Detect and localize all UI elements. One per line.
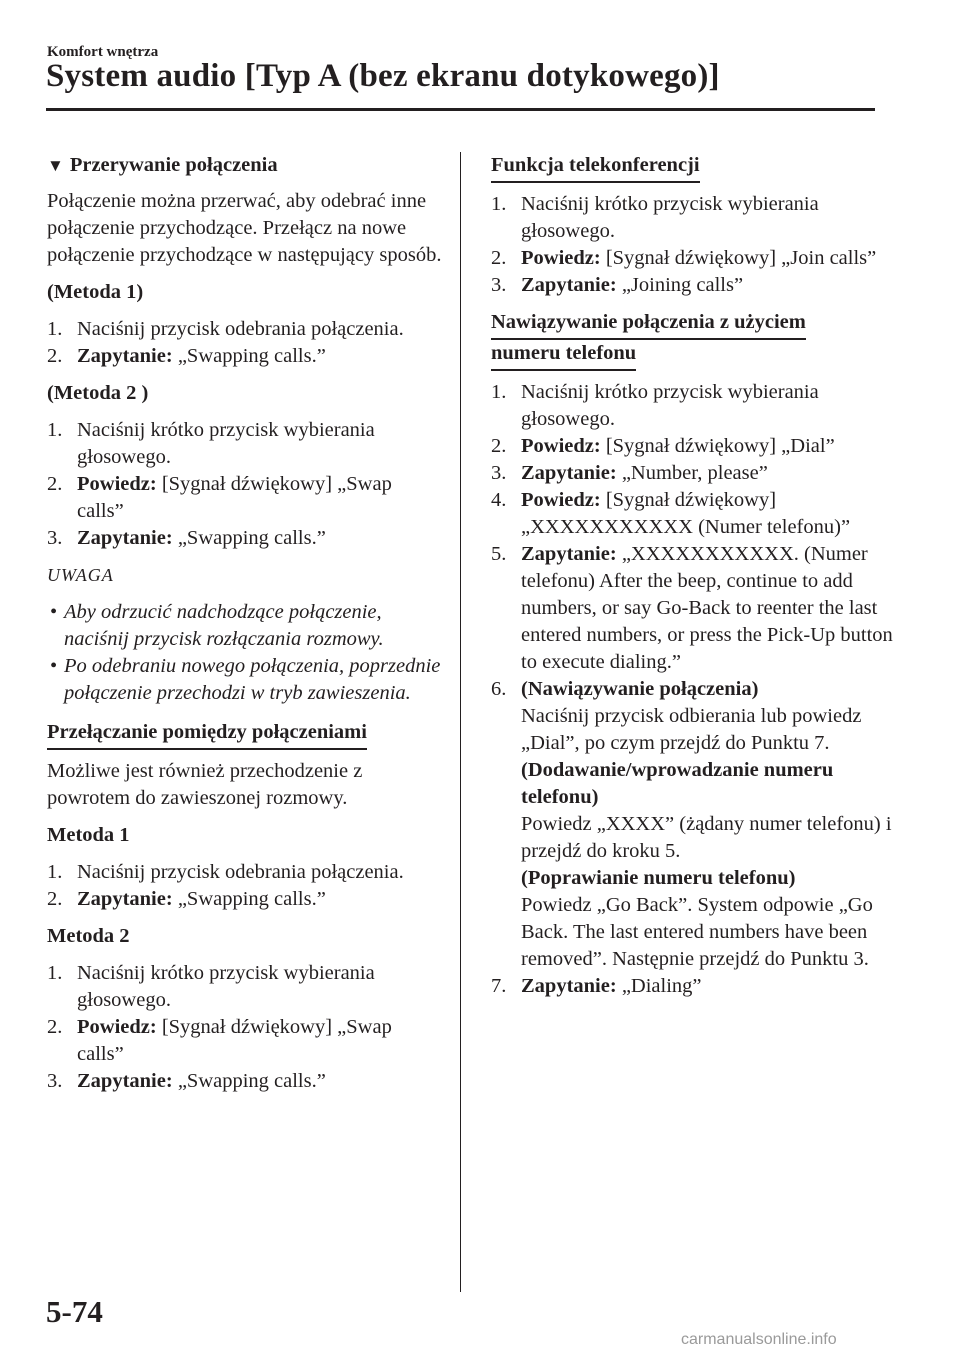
step-list	[47, 960, 442, 1095]
step-list	[47, 859, 442, 913]
note-item: • Po odebraniu nowego połączenia, poprzednie połączenie przechodzi w tryb zawieszenia.	[50, 655, 441, 704]
bullet-icon: •	[50, 601, 58, 623]
step-item: 5. Zapytanie: „XXXXXXXXXXX. (Numer telefonu) After the beep, continue to add numbers, or say Go-Back to reenter the last entered numbers, or press the Pick-Up button to execute dialing.”	[491, 543, 893, 673]
method-title: Metoda 1	[47, 824, 130, 846]
step-item: 1. Naciśnij krótko przycisk wybierania głosowego.	[47, 419, 375, 468]
step-item: 2. Zapytanie: „Swapping calls.”	[47, 345, 326, 367]
step-item: 2. Powiedz: [Sygnał dźwiękowy] „Swap calls”	[47, 473, 392, 522]
step-item: 7. Zapytanie: „Dialing”	[491, 975, 702, 997]
bullet-icon: •	[50, 655, 58, 677]
watermark: carmanualsonline.info	[681, 1331, 837, 1348]
step-list	[47, 316, 442, 370]
page-number: 5-74	[46, 1294, 103, 1329]
step-list	[491, 191, 911, 299]
step-item: 2. Powiedz: [Sygnał dźwiękowy] „Swap calls”	[47, 1016, 392, 1065]
step-item: 2. Zapytanie: „Swapping calls.”	[47, 888, 326, 910]
note-label: UWAGA	[47, 565, 114, 585]
note-list	[47, 599, 442, 707]
step-list	[491, 379, 911, 1000]
left-column	[47, 152, 442, 1105]
step-list	[47, 417, 442, 552]
method-title: (Metoda 2 )	[47, 382, 149, 404]
step-item: 3. Zapytanie: „Swapping calls.”	[47, 527, 326, 549]
page-title: System audio [Typ A (bez ekranu dotykowego)]	[46, 58, 720, 94]
step-item: 1. Naciśnij krótko przycisk wybierania głosowego.	[491, 193, 819, 242]
method-title: (Metoda 1)	[47, 281, 144, 303]
step-item: 3. Zapytanie: „Number, please”	[491, 462, 768, 484]
intro-text: Możliwe jest również przechodzenie z powrotem do zawieszonej rozmowy.	[47, 760, 363, 809]
step-item: 6. (Nawiązywanie połączenia) Naciśnij przycisk odbierania lub powiedz „Dial”, po czym przejdź do Punktu 7. (Dodawanie/wprowadzanie numeru telefonu) Powiedz „XXXX” (żądany numer telefonu) i przejdź do kroku 5. (Poprawianie numeru telefonu) Powiedz „Go Back”. System odpowie „Go Back. The last entered numbers have been removed”. Następnie przejdź do Punktu 3.	[491, 678, 892, 970]
section-label: Komfort wnętrza	[47, 44, 159, 60]
right-column	[491, 152, 911, 1000]
step-item: 1. Naciśnij przycisk odebrania połączenia.	[47, 861, 404, 883]
heading-dial-number-line2: numeru telefonu	[491, 340, 636, 371]
step-item: 2. Powiedz: [Sygnał dźwiękowy] „Join calls”	[491, 247, 877, 269]
step-item: 1. Naciśnij krótko przycisk wybierania głosowego.	[491, 381, 819, 430]
heading-switch-calls: Przełączanie pomiędzy połączeniami	[47, 719, 367, 750]
heading-conference: Funkcja telekonferencji	[491, 152, 700, 183]
note-item: • Aby odrzucić nadchodzące połączenie, naciśnij przycisk rozłączania rozmowy.	[50, 601, 384, 650]
intro-text: Połączenie można przerwać, aby odebrać inne połączenie przychodzące. Przełącz na nowe połączenie przychodzące w następujący sposób.	[47, 190, 442, 266]
step-item: 4. Powiedz: [Sygnał dźwiękowy] „XXXXXXXXXXX (Numer telefonu)”	[491, 489, 851, 538]
step-item: 3. Zapytanie: „Joining calls”	[491, 274, 744, 296]
step-item: 1. Naciśnij przycisk odebrania połączenia.	[47, 318, 404, 340]
title-rule	[46, 108, 875, 111]
step-item: 1. Naciśnij krótko przycisk wybierania głosowego.	[47, 962, 375, 1011]
down-triangle-icon: ▼	[47, 156, 64, 175]
heading-dial-number: Nawiązywanie połączenia z użyciem	[491, 309, 806, 340]
method-title: Metoda 2	[47, 925, 130, 947]
heading-call-interrupt: ▼ Przerywanie połączenia	[47, 152, 442, 179]
step-item: 3. Zapytanie: „Swapping calls.”	[47, 1070, 326, 1092]
step-item: 2. Powiedz: [Sygnał dźwiękowy] „Dial”	[491, 435, 835, 457]
column-divider	[460, 152, 461, 1292]
